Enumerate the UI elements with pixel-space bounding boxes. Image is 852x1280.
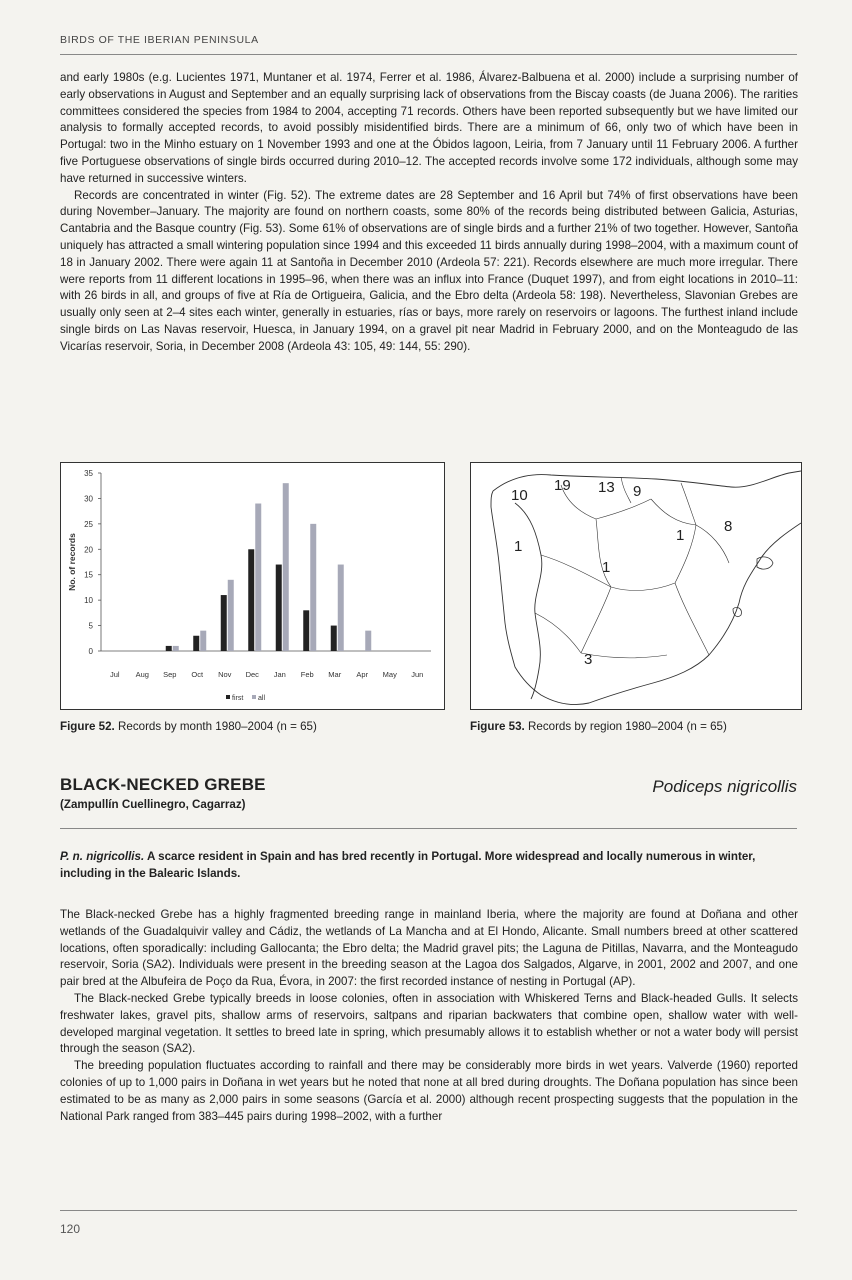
iberia-coastline — [491, 471, 801, 705]
balearic-islands — [733, 557, 773, 617]
legend-swatch-first — [226, 695, 230, 699]
species-title: BLACK-NECKED GREBE — [60, 775, 266, 794]
species-latin-name: Podiceps nigricollis — [652, 777, 797, 796]
y-tick-label: 10 — [84, 596, 93, 606]
iberia-region-map — [471, 463, 801, 709]
bar-first-mar — [331, 626, 337, 651]
intro-paragraph-2: Records are concentrated in winter (Fig. 52). The extreme dates are 28 September and 16 April but 74% of first observations have been during November–January. The majority are found on northern coasts, some 80% of the records being distributed between Galicia, Asturias, Cantabria and the Basque country (Fig. 53). Some 61% of observations are of single birds and a further 21% of two together. However, Santoña uniquely has attracted a small wintering population since 1994 and this exceeded 11 birds annually during 1998–2004, with a maximum count of 18 in January 2002. There were again 11 at Santoña in December 2010 (Ardeola 57: 221). Records elsewhere are much more irregular. There were reports from 11 different locations in 1995–96, when there was an influx into France (Duquet 1997), and from eight locations in 2010–11: with 26 birds in all, and groups of five at Ría de Ortigueira, Galicia, and the Ebro delta (Ardeola 58: 198). Nevertheless, Slavonian Grebes are usually only seen at 2–4 sites each winter, generally in estuaries, rías or bays, more rarely on reservoirs or lagoons. The furthest inland include single birds on Las Navas reservoir, Huesca, in January 1994, on a gravel pit near Madrid in February 2000, and on the Monteagudo de las Vicarías reservoir, Soria, in December 2008 (Ardeola 43: 105, 49: 144, 55: 290). — [60, 188, 798, 353]
header-rule — [60, 54, 797, 55]
legend-label-all: all — [258, 695, 266, 702]
portugal-border — [515, 503, 542, 699]
bar-all-feb — [310, 524, 316, 651]
bar-first-nov — [221, 595, 227, 651]
y-tick-label: 15 — [84, 570, 93, 580]
legend-swatch-all — [252, 695, 256, 699]
species-summary — [60, 848, 798, 882]
intro-paragraph-1: and early 1980s (e.g. Lucientes 1971, Muntaner et al. 1974, Ferrer et al. 1986, Álvarez-Balbuena et al. 2000) include a surprising number of early observations in August and September and an equally surprising lack of observations from the Biscay coasts (de Juana 2006). The rarities committees considered the species from 1984 to 2004, accepting 71 records. Others have been reported subsequently but we have limited our analysis to formally accepted records, to avoid possibly misidentified birds. There are a minimum of 66, only two of which have been in Portugal: two in the Minho estuary on 1 November 1993 and one at the Óbidos lagoon, Leiria, from 7 January until 11 February 2006. A further five Portuguese observations of single birds occurred during 2010–12. The accepted records involve some 172 individuals, although some may have returned in successive winters. — [60, 71, 798, 185]
map-label-madrid: 1 — [602, 559, 611, 576]
page-number: 120 — [60, 1222, 81, 1236]
y-tick-label: 0 — [88, 647, 93, 656]
figure-53-text: Records by region 1980–2004 (n = 65) — [528, 720, 727, 733]
bar-first-feb — [303, 610, 309, 651]
y-tick-label: 20 — [84, 545, 93, 555]
x-tick-label: Sep — [163, 670, 177, 679]
bar-first-sep — [166, 646, 172, 651]
figure-52-label: Figure 52. — [60, 720, 115, 733]
figure-52-caption — [60, 720, 317, 733]
footer-rule — [60, 1210, 797, 1211]
legend-label-first: first — [232, 695, 244, 702]
running-head: BIRDS OF THE IBERIAN PENINSULA — [60, 34, 259, 46]
bar-all-dec — [255, 504, 261, 651]
bar-all-apr — [365, 631, 371, 651]
chart-legend — [226, 695, 265, 702]
bar-all-sep — [173, 646, 179, 651]
x-tick-label: Aug — [135, 670, 149, 679]
species-local-names: (Zampullín Cuellinegro, Cagarraz) — [60, 798, 246, 811]
y-tick-label: 25 — [84, 519, 93, 529]
x-tick-label: Nov — [218, 670, 232, 679]
x-tick-label: Jun — [411, 670, 424, 679]
bar-all-nov — [228, 580, 234, 651]
main-paragraph-2: The Black-necked Grebe typically breeds in loose colonies, often in association with Whiskered Terns and Black-headed Gulls. It selects freshwater lakes, gravel pits, shallow arms of reservoirs, saltpans and riparian backwaters that combine open, shallow water with well-developed marginal vegetation. It settles to breed late in spring, which presumably allows it to establish whether or not a water body will persist through the season (SA2). — [60, 991, 798, 1056]
x-tick-label: Jan — [273, 670, 286, 679]
figure-52-chart — [60, 462, 445, 710]
map-label-basque: 9 — [633, 483, 642, 500]
x-tick-label: Oct — [191, 670, 204, 679]
map-label-portugal-north: 1 — [514, 538, 523, 555]
y-tick-label: 35 — [84, 469, 93, 478]
main-paragraph-1: The Black-necked Grebe has a highly fragmented breeding range in mainland Iberia, where the majority are found at Doñana and other wetlands of the Guadalquivir valley and Cádiz, the wetlands of La Mancha and at El Hondo, Alicante. Small numbers breed at other scattered locations, often sporadically: including Gallocanta; the Ebro delta; the Madrid gravel pits; the Laguna de Pitillas, Navarra, and the Monteagudo reservoir, Soria (SA2). Individuals were present in the breeding season at the Lagoa dos Salgados, Algarve, in 2001, 2002 and 2007, and one pair bred at the Albufeira de Poço da Rua, Évora, in 2007: the first recorded instance of nesting in Portugal (AP). — [60, 908, 798, 989]
bar-first-oct — [193, 636, 199, 651]
map-label-andalucia: 3 — [584, 651, 593, 668]
y-tick-label: 5 — [88, 621, 93, 631]
map-label-cantabria: 13 — [598, 479, 615, 496]
summary-text: A scarce resident in Spain and has bred recently in Portugal. More widespread and locally numerous in winter, including in the Balearic Islands. — [60, 850, 756, 880]
map-label-catalonia: 8 — [724, 518, 733, 535]
bar-first-jan — [276, 565, 282, 651]
figure-52-text: Records by month 1980–2004 (n = 65) — [118, 720, 317, 733]
figure-53-label: Figure 53. — [470, 720, 525, 733]
bar-all-jan — [283, 483, 289, 651]
records-by-month-chart — [61, 463, 444, 709]
main-paragraph-3: The breeding population fluctuates according to rainfall and there may be considerably more birds in wet years. Valverde (1960) reported colonies of up to 1,000 pairs in Doñana in wet years but he noted that none at all bred during droughts. The Doñana population has since been estimated to be as many as 2,000 pairs in some seasons (García et al. 2000) although recent prospecting suggests that the population in the National Park ranged from 383–445 pairs during 1998–2002, with a further — [60, 1059, 798, 1123]
intro-text — [60, 70, 798, 356]
bar-all-mar — [338, 565, 344, 651]
x-tick-label: Mar — [328, 670, 342, 679]
y-axis-label: No. of records — [67, 533, 77, 591]
y-tick-label: 30 — [84, 494, 93, 504]
x-tick-label: Jul — [109, 670, 120, 679]
x-tick-label: Dec — [245, 670, 259, 679]
map-label-asturias: 19 — [554, 477, 571, 494]
bar-first-dec — [248, 549, 254, 651]
x-tick-label: May — [382, 670, 397, 679]
bar-all-oct — [200, 631, 206, 651]
x-tick-label: Apr — [356, 670, 369, 679]
subspecies-name: P. n. nigricollis. — [60, 850, 145, 863]
map-label-galicia: 10 — [511, 487, 528, 504]
figure-53-caption — [470, 720, 727, 733]
figure-53-map — [470, 462, 802, 710]
species-header-rule — [60, 828, 797, 829]
x-tick-label: Feb — [300, 670, 314, 679]
region-borders — [535, 477, 729, 658]
chart-bars — [166, 483, 372, 651]
main-text — [60, 907, 798, 1125]
map-label-aragon: 1 — [676, 527, 685, 544]
